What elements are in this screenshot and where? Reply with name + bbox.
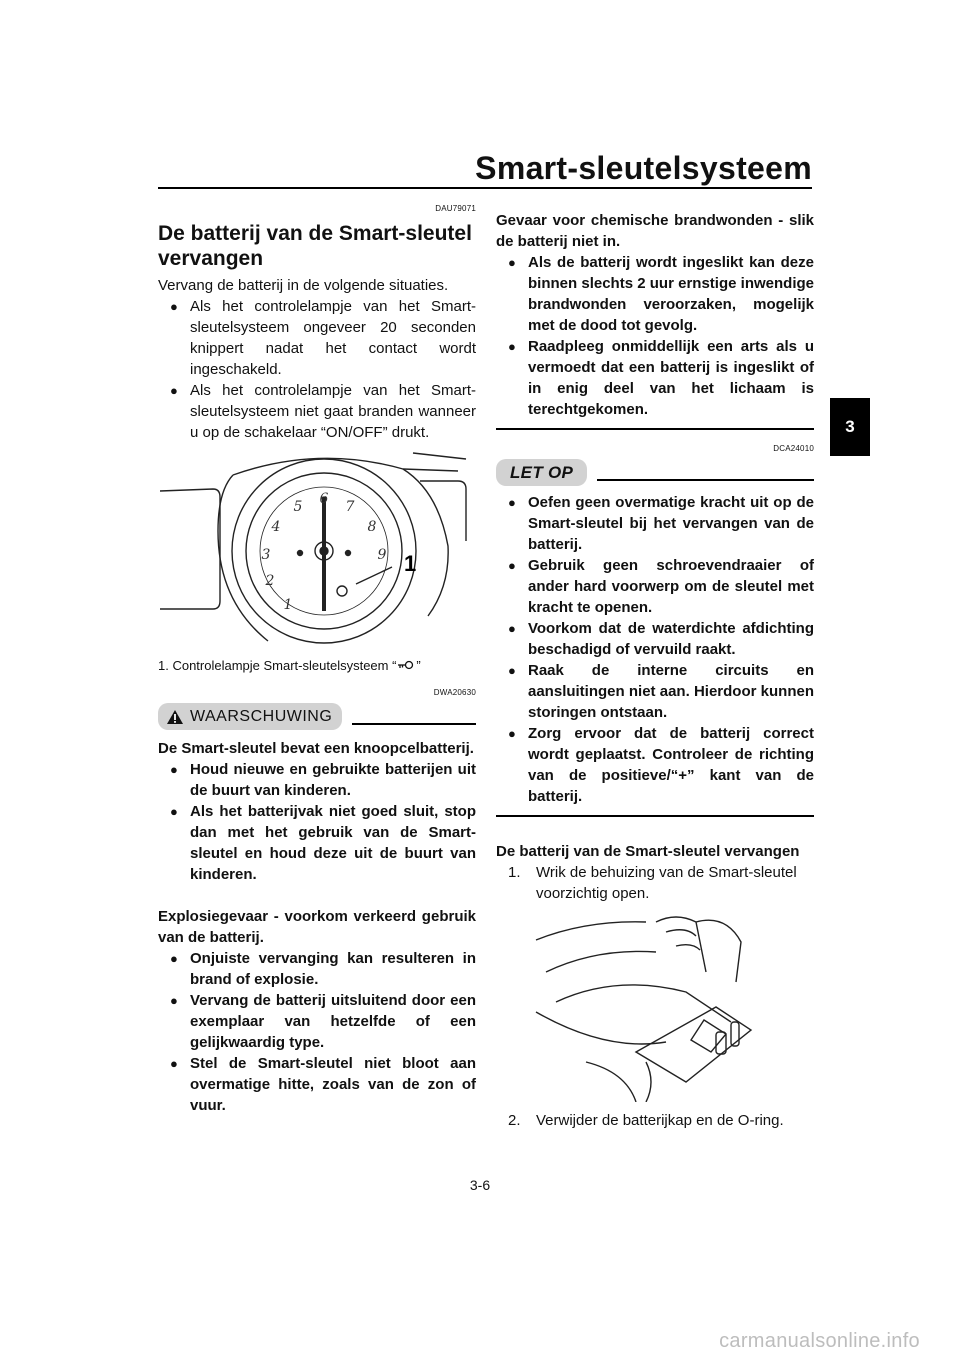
- step-text: Verwijder de batterijkap en de O-ring.: [536, 1112, 784, 1129]
- list-item: ● Raadpleeg onmiddellijk een arts als u vermoedt dat een batterij is ingeslikt of in enig deel van het lichaam is terechtgekomen.: [496, 336, 814, 420]
- section-code: DAU79071: [435, 204, 476, 213]
- gauge-tick-3: 3: [261, 547, 271, 563]
- procedure-title: De batterij van de Smart-sleutel vervangen: [496, 843, 800, 860]
- list-item: ● Zorg ervoor dat de batterij correct wordt geplaatst. Controleer de richting van de positieve/“+” kant van de batterij.: [496, 723, 814, 807]
- gauge-tick-9: 9: [377, 547, 387, 563]
- intro-text: Vervang de batterij in de volgende situaties.: [158, 277, 449, 294]
- page-number: 3-6: [469, 1177, 491, 1193]
- letop-badge: LET OP: [496, 459, 587, 486]
- chemical-list: [496, 252, 814, 420]
- letop-code: DCA24010: [773, 444, 814, 453]
- step-number: 2.: [508, 1112, 521, 1129]
- header-rule: [158, 187, 812, 189]
- explosion-intro: Explosiegevaar - voorkom verkeerd gebruik van de batterij.: [158, 908, 476, 946]
- chapter-tab[interactable]: 3: [830, 398, 870, 456]
- procedure-step: [496, 1110, 814, 1131]
- warning-list: [158, 759, 476, 885]
- gauge-tick-5: 5: [293, 499, 303, 515]
- step-number: 1.: [508, 864, 521, 881]
- right-column: [496, 210, 814, 1131]
- figure-caption-text: 1. Controlelampje Smart-sleutelsysteem “: [158, 658, 397, 673]
- warning-rule: [352, 723, 476, 725]
- letop-header: [496, 459, 814, 486]
- list-item: ● Gebruik geen schroevendraaier of ander hard voorwerp om de sleutel met kracht te openen.: [496, 555, 814, 618]
- procedure-steps: [496, 862, 814, 904]
- key-opening-illustration: [526, 912, 826, 1102]
- list-item: ● Als de batterij wordt ingeslikt kan deze binnen slechts 2 uur ernstige inwendige brandwonden veroorzaken, mogelijk met de dood tot gevolg.: [496, 252, 814, 336]
- list-item: ● Als het controlelampje van het Smart-sleutelsysteem ongeveer 20 seconden knippert nadat het contact wordt ingeschakeld.: [158, 296, 476, 380]
- gauge-tick-8: 8: [367, 519, 377, 535]
- explosion-list: [158, 948, 476, 1116]
- procedure-step: [496, 862, 814, 904]
- section-rule: [496, 815, 814, 817]
- step-text: Wrik de behuizing van de Smart-sleutel voorzichtig open.: [536, 864, 797, 902]
- list-item: ● Vervang de batterij uitsluitend door een exemplaar van hetzelfde of een gelijkwaardig type.: [158, 990, 476, 1053]
- warning-badge: [158, 703, 342, 730]
- list-item: ● Houd nieuwe en gebruikte batterijen uit de buurt van kinderen.: [158, 759, 476, 801]
- watermark: carmanualsonline.info: [719, 1330, 920, 1352]
- gauge-tick-1: 1: [283, 597, 293, 613]
- figure-callout: 1: [404, 551, 417, 576]
- section-heading: De batterij van de Smart-sleutel vervangen: [158, 222, 472, 270]
- section-rule: [496, 428, 814, 430]
- warning-code: DWA20630: [433, 688, 476, 697]
- list-item: ● Onjuiste vervanging kan resulteren in brand of explosie.: [158, 948, 476, 990]
- key-indicator-icon: [396, 659, 416, 671]
- list-item: ● Als het batterijvak niet goed sluit, stop dan met het gebruik van de Smart-sleutel en houd deze uit de buurt van kinderen.: [158, 801, 476, 885]
- figure-caption-end: ”: [416, 658, 421, 673]
- chemical-intro: Gevaar voor chemische brandwonden - slik de batterij niet in.: [496, 212, 814, 250]
- gauge-tick-7: 7: [345, 499, 355, 515]
- list-item: ● Voorkom dat de waterdichte afdichting beschadigd of vervuild raakt.: [496, 618, 814, 660]
- warning-intro: De Smart-sleutel bevat een knoopcelbatterij.: [158, 740, 474, 757]
- warning-header: [158, 703, 476, 730]
- procedure-steps: [496, 1110, 814, 1131]
- list-item: ● Als het controlelampje van het Smart-sleutelsysteem niet gaat branden wanneer u op de schakelaar “ON/OFF” drukt.: [158, 380, 476, 443]
- gauge-tick-6: 6: [319, 491, 329, 507]
- letop-list: [496, 492, 814, 807]
- gauge-illustration: [158, 451, 476, 651]
- list-item: ● Raak de interne circuits en aansluitingen niet aan. Hierdoor kunnen storingen ontstaan.: [496, 660, 814, 723]
- letop-rule: [597, 479, 814, 481]
- warning-triangle-icon: [166, 709, 184, 725]
- gauge-tick-2: 2: [265, 573, 275, 589]
- list-item: ● Oefen geen overmatige kracht uit op de Smart-sleutel bij het vervangen van de batterij.: [496, 492, 814, 555]
- left-column: [158, 198, 476, 1116]
- list-item: ● Stel de Smart-sleutel niet bloot aan overmatige hitte, zoals van de zon of vuur.: [158, 1053, 476, 1116]
- page-title: Smart-sleutelsysteem: [475, 150, 812, 186]
- situation-list: [158, 296, 476, 443]
- figure-caption: [158, 655, 476, 676]
- gauge-tick-4: 4: [271, 519, 281, 535]
- warning-label: WAARSCHUWING: [190, 708, 333, 725]
